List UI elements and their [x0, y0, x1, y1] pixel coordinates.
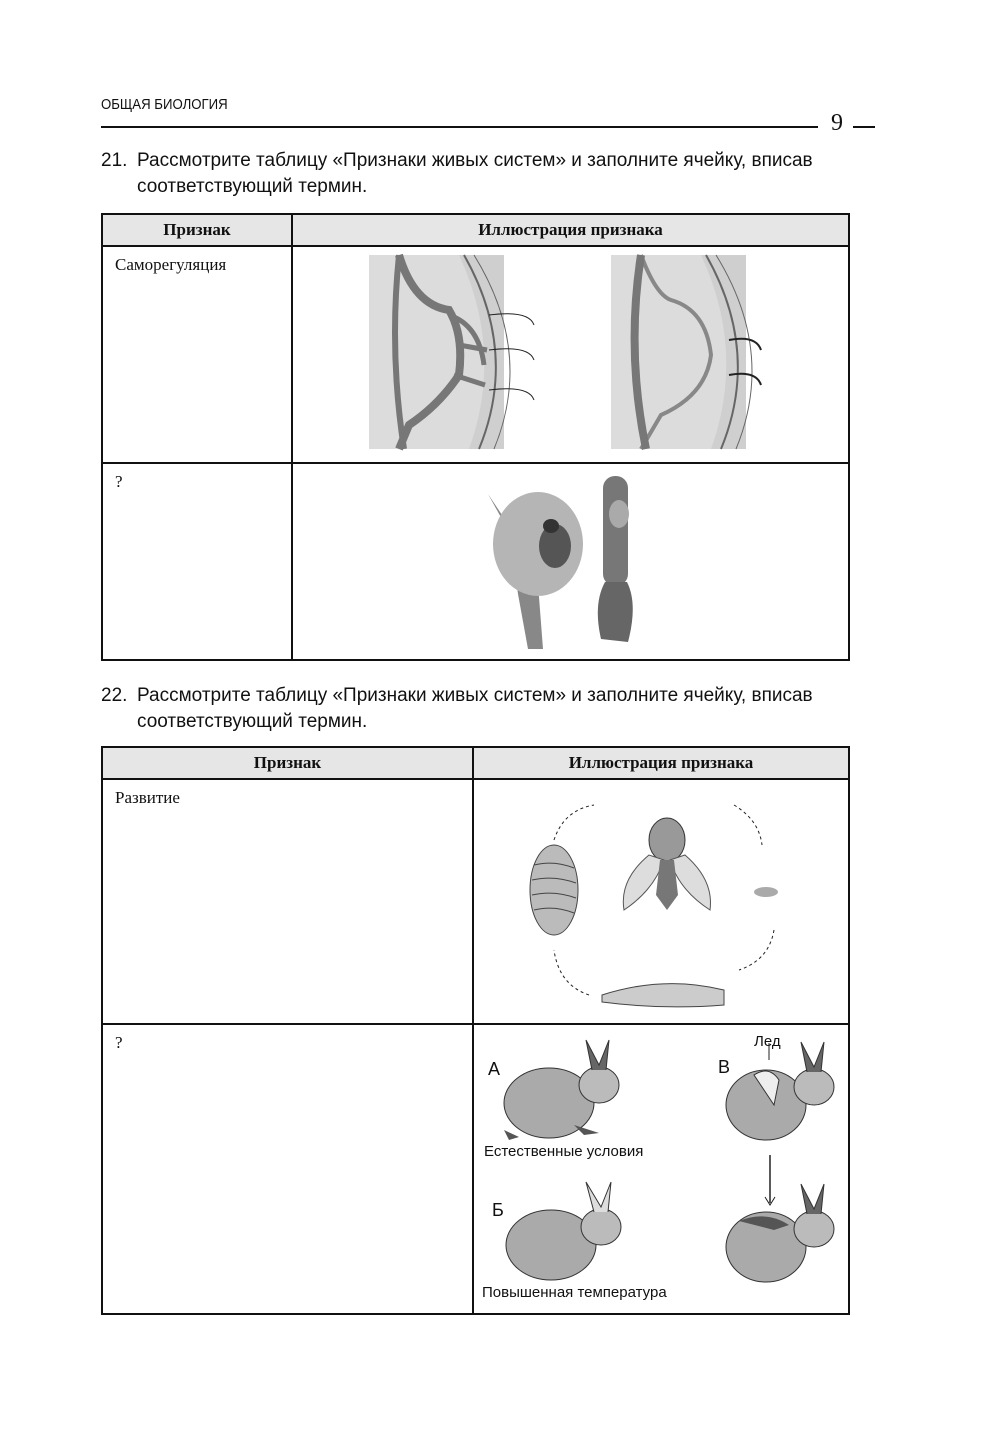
col-header-illustration: Иллюстрация признака: [473, 747, 849, 779]
illustration-venus-flytrap: [292, 463, 849, 660]
venus-flytrap-image: [293, 464, 848, 654]
question-text-cont: соответствующий термин.: [137, 176, 368, 197]
caption-natural: Естественные условия: [484, 1143, 644, 1160]
question-number: 21.: [101, 150, 128, 171]
illustration-blood-vessels: [292, 246, 849, 463]
rabbit-b: [506, 1182, 621, 1280]
fly-life-cycle-image: [474, 780, 848, 1018]
label-b: Б: [492, 1200, 504, 1220]
col-header-illustration: Иллюстрация признака: [292, 214, 849, 246]
col-header-feature: Признак: [102, 747, 473, 779]
label-a: А: [488, 1059, 501, 1079]
page-dash: [853, 126, 875, 128]
table-q22: [101, 746, 850, 1315]
col-header-feature: Признак: [102, 214, 292, 246]
header-rule: [101, 126, 818, 128]
feature-cell-unknown: ?: [102, 463, 292, 660]
question-text: Рассмотрите таблицу «Признаки живых систем» и заполните ячейку, вписав: [137, 685, 813, 706]
rabbit-v-after: [726, 1184, 834, 1282]
rabbits-image: [474, 1025, 848, 1311]
question-number: 22.: [101, 685, 128, 706]
table-q21: [101, 213, 850, 661]
page-number: 9: [831, 110, 843, 136]
question-text-cont: соответствующий термин.: [137, 711, 368, 732]
feature-cell-unknown: ?: [102, 1024, 473, 1314]
question-22: [101, 683, 861, 735]
feature-cell: Развитие: [102, 779, 473, 1024]
feature-cell: Саморегуляция: [102, 246, 292, 463]
rabbit-v: [726, 1042, 834, 1140]
question-21: [101, 148, 861, 200]
running-title: ОБЩАЯ БИОЛОГИЯ: [101, 96, 228, 113]
ice-label: Лед: [754, 1033, 781, 1050]
illustration-fly-life-cycle: [473, 779, 849, 1024]
blood-vessels-image: [293, 247, 848, 457]
label-v: В: [718, 1057, 731, 1077]
illustration-himalayan-rabbits: [473, 1024, 849, 1314]
question-text: Рассмотрите таблицу «Признаки живых систем» и заполните ячейку, вписав: [137, 150, 813, 171]
caption-heat: Повышенная температура: [482, 1284, 667, 1301]
rabbit-a: [504, 1040, 619, 1140]
